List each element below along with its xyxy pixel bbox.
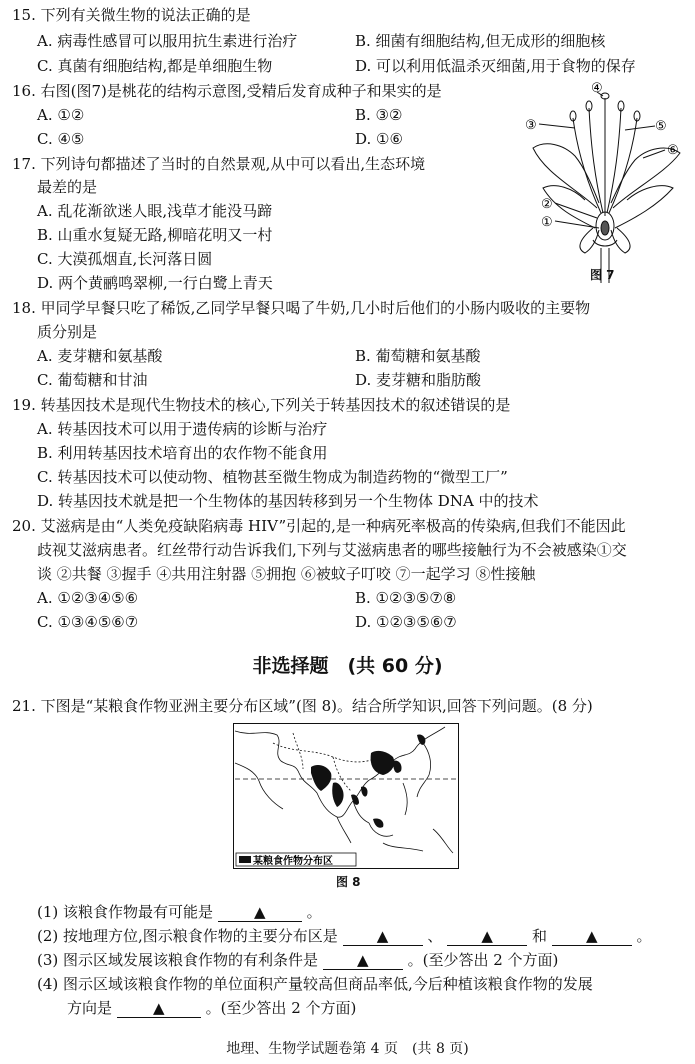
figure7-label-3: ③ <box>525 118 537 133</box>
q21-part1-blank: ▲ <box>218 903 302 922</box>
q19-option-b: B. 利用转基因技术培育出的农作物不能食用 <box>37 444 328 462</box>
q21-part3-blank: ▲ <box>323 951 403 970</box>
q21-part2 <box>37 925 652 947</box>
q21-part3-end: 。(至少答出 2 个方面) <box>407 951 559 969</box>
q15-option-a: A. 病毒性感冒可以服用抗生素进行治疗 <box>37 32 298 50</box>
q20-stem-cont: 歧视艾滋病患者。红丝带行动告诉我们,下列与艾滋病患者的哪些接触行为不会被感染①交 <box>37 541 627 559</box>
q21-part2-blank-1: ▲ <box>343 927 423 946</box>
section-title: 非选择题 (共 60 分) <box>252 655 443 677</box>
q21-part2-blank-3: ▲ <box>552 927 632 946</box>
q21-part4: (4) 图示区域该粮食作物的单位面积产量较高但商品率低,今后种植该粮食作物的发展 <box>37 975 593 993</box>
q19-stem: 19. 转基因技术是现代生物技术的核心,下列关于转基因技术的叙述错误的是 <box>12 396 511 414</box>
q16-stem: 16. 右图(图7)是桃花的结构示意图,受精后发育成种子和果实的是 <box>12 82 442 100</box>
q15-option-b: B. 细菌有细胞结构,但无成形的细胞核 <box>355 32 606 50</box>
q19-option-d: D. 转基因技术就是把一个生物体的基因转移到另一个生物体 DNA 中的技术 <box>37 492 539 510</box>
q18-option-c: C. 葡萄糖和甘油 <box>37 371 148 389</box>
figure7-label-1: ① <box>541 215 553 230</box>
q20-stem-cont-2: 谈 ②共餐 ③握手 ④共用注射器 ⑤拥抱 ⑥被蚊子叮咬 ⑦一起学习 ⑧性接触 <box>37 565 536 583</box>
q16-option-c: C. ④⑤ <box>37 130 85 148</box>
figure7-caption: 图 7 <box>590 268 615 282</box>
q21-part2-text: (2) 按地理方位,图示粮食作物的主要分布区是 <box>37 927 338 945</box>
q21-part3 <box>37 949 558 971</box>
figure7-label-4: ④ <box>591 81 603 96</box>
figure7-flower-diagram <box>515 78 695 288</box>
q16-option-b: B. ③② <box>355 106 403 124</box>
q20-option-d: D. ①②③⑤⑥⑦ <box>355 613 457 631</box>
q21-part4-text: 方向是 <box>67 999 113 1017</box>
figure8-asia-map <box>233 723 459 869</box>
figure8-caption: 图 8 <box>336 875 361 889</box>
q21-part2-sep1: 、 <box>427 927 443 945</box>
q17-option-a: A. 乱花渐欲迷人眼,浅草才能没马蹄 <box>37 202 273 220</box>
q21-part4-cont <box>67 997 356 1019</box>
q18-option-a: A. 麦芽糖和氨基酸 <box>37 347 163 365</box>
q17-stem-cont: 最差的是 <box>37 178 98 196</box>
q17-option-b: B. 山重水复疑无路,柳暗花明又一村 <box>37 226 273 244</box>
q21-part2-end: 。 <box>636 927 652 945</box>
q17-option-c: C. 大漠孤烟直,长河落日圆 <box>37 250 213 268</box>
q21-part4-blank: ▲ <box>117 999 201 1018</box>
q18-option-d: D. 麦芽糖和脂肪酸 <box>355 371 482 389</box>
q20-option-c: C. ①③④⑤⑥⑦ <box>37 613 139 631</box>
q21-part1-text: (1) 该粮食作物最有可能是 <box>37 903 214 921</box>
q15-option-d: D. 可以利用低温杀灭细菌,用于食物的保存 <box>355 57 636 75</box>
figure7-label-6: ⑥ <box>667 143 679 158</box>
q21-part2-sep2: 和 <box>531 927 547 945</box>
q21-stem: 21. 下图是“某粮食作物亚洲主要分布区域”(图 8)。结合所学知识,回答下列问题。(8 分) <box>12 697 593 715</box>
q19-option-c: C. 转基因技术可以使动物、植物甚至微生物成为制造药物的“微型工厂” <box>37 468 508 486</box>
q21-part1-end: 。 <box>306 903 322 921</box>
q20-option-a: A. ①②③④⑤⑥ <box>37 589 139 607</box>
q16-option-d: D. ①⑥ <box>355 130 403 148</box>
page-footer: 地理、生物学试题卷第 4 页 (共 8 页) <box>226 1041 469 1057</box>
q16-option-a: A. ①② <box>37 106 85 124</box>
q17-option-d: D. 两个黄鹂鸣翠柳,一行白鹭上青天 <box>37 274 273 292</box>
q15-stem: 15. 下列有关微生物的说法正确的是 <box>12 6 251 24</box>
q18-stem-cont: 质分别是 <box>37 323 98 341</box>
figure7-label-5: ⑤ <box>655 119 667 134</box>
q21-part3-text: (3) 图示区域发展该粮食作物的有利条件是 <box>37 951 319 969</box>
q20-option-b: B. ①②③⑤⑦⑧ <box>355 589 457 607</box>
q18-option-b: B. 葡萄糖和氨基酸 <box>355 347 481 365</box>
q15-option-c: C. 真菌有细胞结构,都是单细胞生物 <box>37 57 273 75</box>
figure7-label-2: ② <box>541 197 553 212</box>
q21-part1 <box>37 901 322 923</box>
q21-part2-blank-2: ▲ <box>447 927 527 946</box>
q17-stem: 17. 下列诗句都描述了当时的自然景观,从中可以看出,生态环境 <box>12 155 426 173</box>
q21-part4-end: 。(至少答出 2 个方面) <box>205 999 357 1017</box>
q19-option-a: A. 转基因技术可以用于遗传病的诊断与治疗 <box>37 420 328 438</box>
q18-stem: 18. 甲同学早餐只吃了稀饭,乙同学早餐只喝了牛奶,几小时后他们的小肠内吸收的主要物 <box>12 299 591 317</box>
q20-stem: 20. 艾滋病是由“人类免疫缺陷病毒 HIV”引起的,是一种病死率极高的传染病,但我们不能因此 <box>12 517 626 535</box>
figure8-legend: 某粮食作物分布区 <box>253 856 333 867</box>
